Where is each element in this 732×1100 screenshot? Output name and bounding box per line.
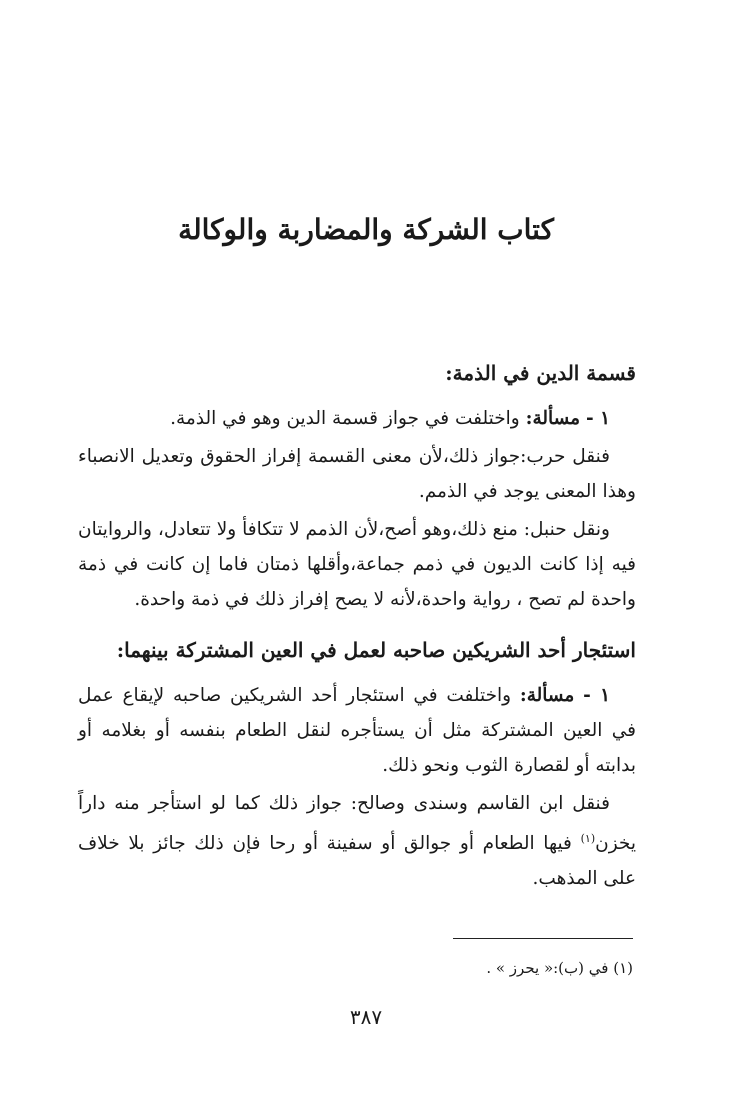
paragraph-text: فنقل ابن القاسم وسندى وصالح: جواز ذلك كما لو استأجر منه داراً يخزن bbox=[78, 793, 636, 855]
footnote bbox=[486, 957, 633, 979]
body-paragraph bbox=[78, 786, 636, 896]
issue-text: واختلفت في جواز قسمة الدين وهو في الذمة. bbox=[170, 408, 520, 429]
footnote-reference: (١) bbox=[580, 832, 596, 845]
body-paragraph: فنقل حرب:جواز ذلك،لأن معنى القسمة إفراز الحقوق وتعديل الانصباء وهذا المعنى يوجد في الذمم. bbox=[78, 446, 636, 502]
page-body bbox=[78, 355, 636, 899]
footnote-text: في (ب):« يحرز » . bbox=[486, 959, 609, 977]
paragraph-text: فيها الطعام أو جوالق أو سفينة أو رحا فإن ذلك جائز بلا خلاف على المذهب. bbox=[78, 833, 636, 890]
section-heading-debt-division: قسمة الدين في الذمة: bbox=[445, 361, 636, 385]
footnote-divider bbox=[453, 938, 633, 939]
body-paragraph: ونقل حنبل: منع ذلك،وهو أصح،لأن الذمم لا تتكافأ ولا تتعادل، والروايتان فيه إذا كانت الديون في ذمم جماعة،وأقلها ذمتان فاما إن كانت في ذمة واحدة لم تصح ، رواية واحدة،لأنه لا يصح إفراز ذلك في ذمة واحدة. bbox=[78, 519, 636, 610]
issue-paragraph bbox=[78, 678, 636, 783]
issue-label: مسألة: bbox=[525, 408, 581, 429]
issue-number: ١ - bbox=[585, 408, 610, 429]
footnote-number: (١) bbox=[613, 959, 633, 977]
page-title: كتاب الشركة والمضاربة والوكالة bbox=[178, 213, 554, 246]
page-number: ٣٨٧ bbox=[349, 1005, 383, 1029]
issue-paragraph bbox=[78, 401, 636, 436]
issue-number: ١ - bbox=[583, 685, 610, 706]
issue-label: مسألة: bbox=[519, 685, 575, 706]
section-heading-partner-hire: استئجار أحد الشريكين صاحبه لعمل في العين المشتركة بينهما: bbox=[116, 638, 636, 662]
issue-text: واختلفت في استئجار أحد الشريكين صاحبه لإيقاع عمل في العين المشتركة مثل أن يستأجره لنقل الطعام بنفسه أو بغلامه أو بدابته أو لقصارة الثوب ونحو ذلك. bbox=[78, 685, 636, 776]
